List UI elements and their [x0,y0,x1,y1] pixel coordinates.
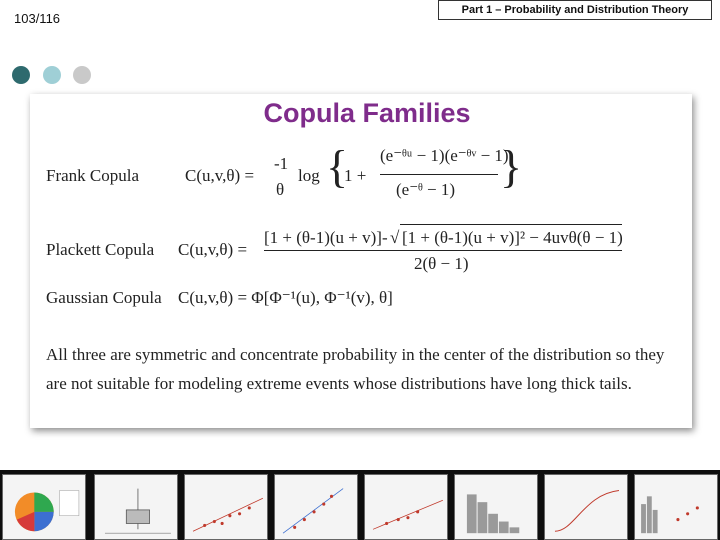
frank-coef-den: θ [276,180,285,199]
plackett-numerator-left: [1 + (θ-1)(u + v)]- [264,228,388,247]
nav-dot-2 [43,66,61,84]
frank-fraction-bar [380,174,498,175]
thumbnail-scatter-1[interactable] [184,474,268,540]
nav-dot-1 [12,66,30,84]
thumbnail-boxplot[interactable] [94,474,178,540]
frank-coef-num: -1 [274,154,289,173]
thumbnail-histogram[interactable] [454,474,538,540]
thumbnail-scatter-2[interactable] [364,474,448,540]
frank-brace-left: { [326,141,349,192]
plackett-numerator-sqrt: [1 + (θ-1)(u + v)]² − 4uvθ(θ − 1) [402,228,623,247]
thumbnail-strip [0,470,720,540]
frank-numerator: (e⁻ᶿᵘ − 1)(e⁻ᶿᵛ − 1) [380,146,509,165]
frank-one-plus: 1 + [344,166,367,185]
thumbnail-mixed-chart[interactable] [634,474,718,540]
frank-copula-label: Frank Copula [46,166,140,185]
thumbnail-pie-chart[interactable] [2,474,86,540]
section-title: Part 1 – Probability and Distribution Theory [438,0,712,20]
frank-lhs: C(u,v,θ) = [185,166,255,185]
frank-brace-right: } [500,141,523,192]
page-number: 103/116 [14,11,61,26]
frank-denominator: (e⁻ᶿ − 1) [396,180,456,199]
thumbnail-probability-plot[interactable] [274,474,358,540]
plackett-fraction-bar [264,250,622,251]
sqrt-icon: √ [390,228,400,247]
nav-dot-3 [73,66,91,84]
slide-panel [30,94,692,428]
sqrt-bar [400,224,622,225]
plackett-copula-label: Plackett Copula [46,240,155,259]
gaussian-formula: C(u,v,θ) = Φ[Φ⁻¹(u), Φ⁻¹(v), θ] [178,288,393,307]
slide-title: Copula Families [263,98,471,128]
summary-text: All three are symmetric and concentrate probability in the center of the distribution so they are not suitable for modeling extreme events whose distributions have long thick tails. [46,345,665,393]
gaussian-copula-label: Gaussian Copula [46,288,162,307]
plackett-lhs: C(u,v,θ) = [178,240,248,259]
frank-log: log [298,166,320,185]
thumbnail-cdf-curve[interactable] [544,474,628,540]
plackett-denominator: 2(θ − 1) [414,254,469,273]
